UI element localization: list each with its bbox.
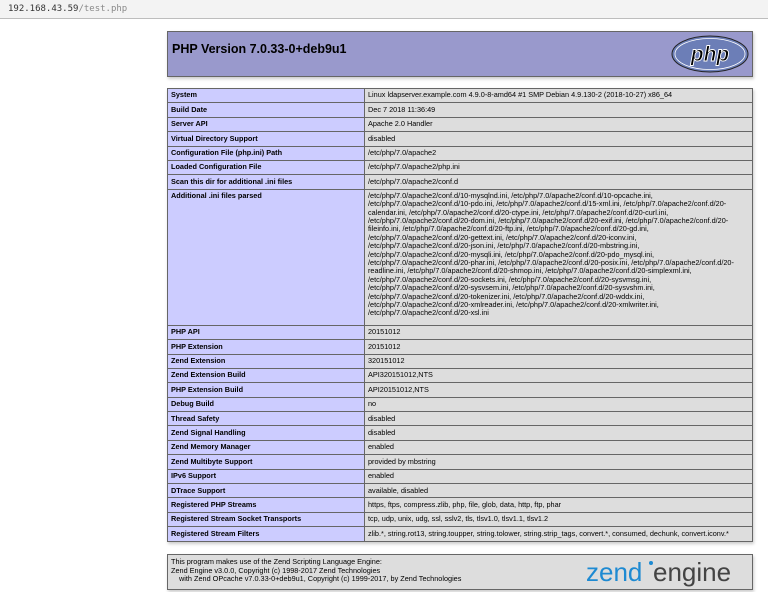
- footer-line: with Zend OPcache v7.0.33-0+deb9u1, Copyright (c) 1999-2017, by Zend Technologies: [179, 574, 462, 584]
- row-value: no: [365, 397, 753, 411]
- ini-file-line: /etc/php/7.0/apache2/conf.d/20-xsl.ini: [368, 308, 489, 318]
- row-key: Zend Multibyte Support: [168, 455, 365, 469]
- row-key: Server API: [168, 117, 365, 131]
- ini-file-line: /etc/php/7.0/apache2/conf.d/20-xmlreader.ini, /etc/php/7.0/apache2/conf.d/20-xmlwriter.ini,: [368, 300, 659, 310]
- zend-logo-word: engine: [653, 557, 732, 587]
- row-key: Registered Stream Filters: [168, 527, 365, 541]
- row-value: https, ftps, compress.zlib, php, file, glob, data, http, ftp, phar: [365, 498, 753, 512]
- ini-file-line: /etc/php/7.0/apache2/conf.d/20-sysvsem.ini, /etc/php/7.0/apache2/conf.d/20-sysvshm.ini,: [368, 283, 655, 293]
- row-key: Configuration File (php.ini) Path: [168, 146, 365, 160]
- row-value: enabled: [365, 440, 753, 454]
- row-key: DTrace Support: [168, 484, 365, 498]
- table-row: [168, 469, 753, 483]
- table-row: [168, 340, 753, 354]
- row-key: Zend Signal Handling: [168, 426, 365, 440]
- row-key: Virtual Directory Support: [168, 132, 365, 146]
- table-row: [168, 146, 753, 160]
- ini-file-line: /etc/php/7.0/apache2/conf.d/20-tokenizer.ini, /etc/php/7.0/apache2/conf.d/20-wddx.ini,: [368, 291, 645, 301]
- row-key: Registered PHP Streams: [168, 498, 365, 512]
- php-logo[interactable]: [671, 35, 749, 73]
- address-bar[interactable]: [0, 0, 768, 19]
- table-row: [168, 383, 753, 397]
- footer-text: [171, 558, 461, 584]
- row-value: /etc/php/7.0/apache2: [365, 146, 753, 160]
- row-value: /etc/php/7.0/apache2/conf.d: [365, 175, 753, 189]
- ini-file-line: calendar.ini, /etc/php/7.0/apache2/conf.d/20-ctype.ini, /etc/php/7.0/apache2/conf.d/20-curl.ini,: [368, 207, 669, 217]
- ini-file-line: fileinfo.ini, /etc/php/7.0/apache2/conf.d/20-ftp.ini, /etc/php/7.0/apache2/conf.d/20-gd.ini,: [368, 224, 649, 234]
- row-value: 20151012: [365, 325, 753, 339]
- row-value: API20151012,NTS: [365, 383, 753, 397]
- ini-file-line: /etc/php/7.0/apache2/conf.d/10-mysqlnd.ini, /etc/php/7.0/apache2/conf.d/10-opcache.ini,: [368, 190, 653, 200]
- zend-logo-word: zend: [586, 557, 643, 587]
- row-key: PHP Extension Build: [168, 383, 365, 397]
- row-value: provided by mbstring: [365, 455, 753, 469]
- table-row: [168, 397, 753, 411]
- ini-file-line: readline.ini, /etc/php/7.0/apache2/conf.d/20-shmop.ini, /etc/php/7.0/apache2/conf.d/20-simplexml.ini,: [368, 266, 692, 276]
- table-row: [168, 175, 753, 189]
- ini-file-line: /etc/php/7.0/apache2/conf.d/20-sockets.ini, /etc/php/7.0/apache2/conf.d/20-sysvmsg.ini,: [368, 274, 652, 284]
- row-key: Zend Memory Manager: [168, 440, 365, 454]
- row-value: disabled: [365, 132, 753, 146]
- ini-file-line: /etc/php/7.0/apache2/conf.d/10-pdo.ini, /etc/php/7.0/apache2/conf.d/15-xml.ini, /etc/php/7.0/apache2/conf.d/20-: [368, 199, 727, 209]
- row-value: zlib.*, string.rot13, string.toupper, string.tolower, string.strip_tags, convert.*, consumed, dechunk, convert.iconv.*: [365, 527, 753, 541]
- table-row: [168, 354, 753, 368]
- table-row: [168, 512, 753, 526]
- footer-line: This program makes use of the Zend Scripting Language Engine:: [171, 557, 382, 566]
- zend-engine-logo[interactable]: [584, 557, 749, 588]
- row-value: available, disabled: [365, 484, 753, 498]
- row-key: Additional .ini files parsed: [168, 189, 365, 325]
- row-value: disabled: [365, 426, 753, 440]
- table-row: [168, 412, 753, 426]
- table-row: [168, 426, 753, 440]
- row-value: 20151012: [365, 340, 753, 354]
- table-row: [168, 368, 753, 382]
- table-row: [168, 117, 753, 131]
- row-value: API320151012,NTS: [365, 368, 753, 382]
- ini-file-line: /etc/php/7.0/apache2/conf.d/20-gettext.ini, /etc/php/7.0/apache2/conf.d/20-iconv.ini,: [368, 232, 637, 242]
- row-key: Debug Build: [168, 397, 365, 411]
- page-title: PHP Version 7.0.33-0+deb9u1: [172, 42, 347, 56]
- footer-line: Zend Engine v3.0.0, Copyright (c) 1998-2017 Zend Technologies: [171, 565, 381, 575]
- row-key: Build Date: [168, 103, 365, 117]
- ini-file-line: /etc/php/7.0/apache2/conf.d/20-json.ini, /etc/php/7.0/apache2/conf.d/20-mbstring.ini,: [368, 241, 640, 251]
- row-key: Scan this dir for additional .ini files: [168, 175, 365, 189]
- table-row: [168, 498, 753, 512]
- row-key: Loaded Configuration File: [168, 160, 365, 174]
- phpinfo-table: [167, 88, 753, 542]
- row-value: enabled: [365, 469, 753, 483]
- row-key: System: [168, 89, 365, 103]
- row-key: IPv6 Support: [168, 469, 365, 483]
- url-path: /test.php: [78, 4, 128, 14]
- row-key: Thread Safety: [168, 412, 365, 426]
- row-value: /etc/php/7.0/apache2/php.ini: [365, 160, 753, 174]
- table-row: [168, 527, 753, 541]
- table-row: [168, 484, 753, 498]
- row-value: tcp, udp, unix, udg, ssl, sslv2, tls, tlsv1.0, tlsv1.1, tlsv1.2: [365, 512, 753, 526]
- ini-file-line: /etc/php/7.0/apache2/conf.d/20-mysqli.ini, /etc/php/7.0/apache2/conf.d/20-pdo_mysql.ini,: [368, 249, 654, 259]
- row-value: 320151012: [365, 354, 753, 368]
- row-value: Linux ldapserver.example.com 4.9.0-8-amd64 #1 SMP Debian 4.9.130-2 (2018-10-27) x86_64: [365, 89, 753, 103]
- row-key: PHP Extension: [168, 340, 365, 354]
- url-host: 192.168.43.59: [8, 4, 79, 14]
- table-row: [168, 132, 753, 146]
- ini-file-line: /etc/php/7.0/apache2/conf.d/20-dom.ini, /etc/php/7.0/apache2/conf.d/20-exif.ini, /etc/php/7.0/apache2/conf.d/20-: [368, 215, 729, 225]
- row-value: disabled: [365, 412, 753, 426]
- table-row: [168, 440, 753, 454]
- ini-file-line: /etc/php/7.0/apache2/conf.d/20-phar.ini, /etc/php/7.0/apache2/conf.d/20-posix.ini, /etc/php/7.0/apache2/conf.d/20-: [368, 257, 734, 267]
- url-text[interactable]: [8, 3, 127, 15]
- row-key: PHP API: [168, 325, 365, 339]
- row-key: Registered Stream Socket Transports: [168, 512, 365, 526]
- row-value: Dec 7 2018 11:36:49: [365, 103, 753, 117]
- table-row: [168, 103, 753, 117]
- row-key: Zend Extension: [168, 354, 365, 368]
- zend-footer: [167, 554, 753, 590]
- table-row: [168, 189, 753, 325]
- row-key: Zend Extension Build: [168, 368, 365, 382]
- php-logo-text: php: [690, 43, 730, 66]
- phpinfo-header: [167, 31, 753, 77]
- table-row: [168, 160, 753, 174]
- table-row: [168, 89, 753, 103]
- table-row: [168, 455, 753, 469]
- row-value: [365, 189, 753, 325]
- table-row: [168, 325, 753, 339]
- row-value: Apache 2.0 Handler: [365, 117, 753, 131]
